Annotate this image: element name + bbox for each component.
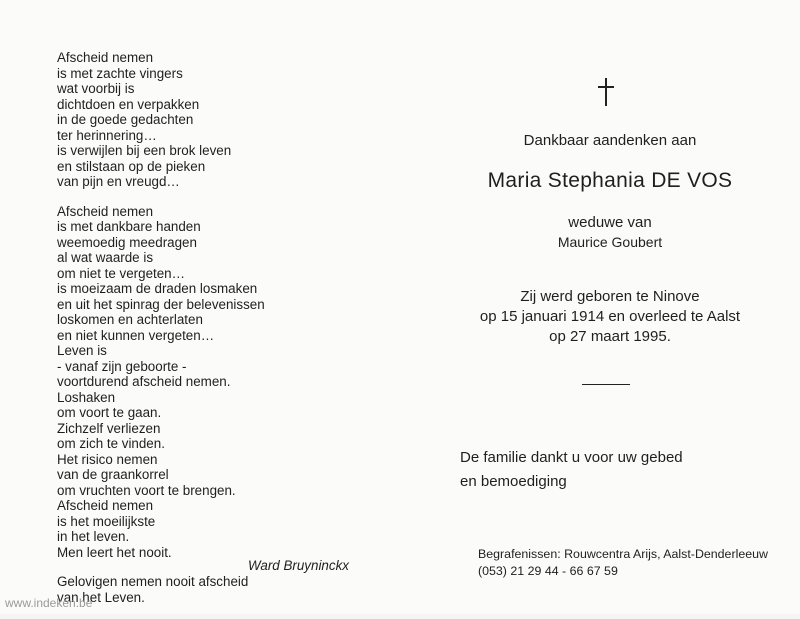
poem-line: Afscheid nemen	[57, 498, 154, 513]
watermark: www.indeken.be	[5, 596, 93, 610]
poem-author: Ward Bruyninckx	[248, 558, 349, 573]
poem-line: loskomen en achterlaten	[57, 312, 203, 327]
thanks-line: en bemoediging	[460, 473, 567, 490]
poem-stanza-2	[57, 204, 265, 561]
poem-line: in de goede gedachten	[57, 112, 194, 127]
poem-line: Afscheid nemen	[57, 50, 154, 65]
poem-line: al wat waarde is	[57, 250, 154, 265]
poem-line: Zichzelf verliezen	[57, 420, 161, 436]
spouse-name: Maurice Goubert	[557, 234, 663, 250]
poem	[57, 50, 265, 619]
poem-line: Men leert het nooit.	[57, 544, 172, 560]
death-line: op 27 maart 1995.	[549, 328, 671, 345]
poem-line: voortdurend afscheid nemen.	[57, 374, 231, 389]
poem-line: van pijn en vreugd…	[57, 174, 180, 189]
poem-line: in het leven.	[57, 529, 130, 544]
poem-line: dichtdoen en verpakken	[57, 96, 200, 112]
funeral-home-phone: (053) 21 29 44 - 66 67 59	[478, 564, 618, 578]
memorial-intro: Dankbaar aandenken aan	[523, 132, 697, 149]
poem-line: Het risico nemen	[57, 451, 158, 467]
funeral-home-info	[478, 546, 768, 580]
poem-line: is verwijlen bij een brok leven	[57, 143, 232, 158]
poem-line: is met zachte vingers	[57, 65, 183, 81]
poem-line: ter herinnering…	[57, 127, 157, 143]
poem-line: - vanaf zijn geboorte -	[57, 358, 187, 374]
poem-line: en niet kunnen vergeten…	[57, 327, 215, 343]
poem-line: is moeizaam de draden losmaken	[57, 281, 258, 296]
widow-of-label: weduwe van	[568, 214, 652, 231]
poem-line: om vruchten voort te brengen.	[57, 482, 236, 498]
cross-icon	[596, 78, 616, 108]
poem-line: is het moeilijkste	[57, 513, 156, 529]
poem-line: Gelovigen nemen nooit afscheid	[57, 574, 249, 589]
life-dates	[440, 287, 780, 347]
thanks-line: De familie dankt u voor uw gebed	[460, 449, 683, 466]
divider	[582, 384, 630, 385]
poem-line: Afscheid nemen	[57, 203, 154, 219]
deceased-name: Maria Stephania DE VOS	[487, 169, 733, 192]
funeral-home-name: Begrafenissen: Rouwcentra Arijs, Aalst-Denderleeuw	[478, 547, 768, 561]
poem-line: om voort te gaan.	[57, 405, 162, 420]
birth-line: Zij werd geboren te Ninove	[520, 288, 700, 305]
poem-line: is met dankbare handen	[57, 219, 201, 234]
poem-stanza-1	[57, 50, 265, 190]
dates-line: op 15 januari 1914 en overleed te Aalst	[479, 308, 741, 325]
poem-line: weemoedig meedragen	[57, 234, 197, 250]
poem-line: van het Leven.	[57, 589, 145, 605]
poem-line: om zich te vinden.	[57, 436, 165, 451]
poem-line: en uit het spinrag der belevenissen	[57, 296, 265, 312]
family-thanks	[460, 446, 683, 494]
poem-line: Leven is	[57, 343, 107, 358]
poem-line: om niet te vergeten…	[57, 265, 186, 281]
poem-line: van de graankorrel	[57, 467, 169, 482]
poem-line: Loshaken	[57, 389, 116, 405]
poem-line: wat voorbij is	[57, 81, 135, 96]
poem-line: en stilstaan op de pieken	[57, 158, 206, 174]
